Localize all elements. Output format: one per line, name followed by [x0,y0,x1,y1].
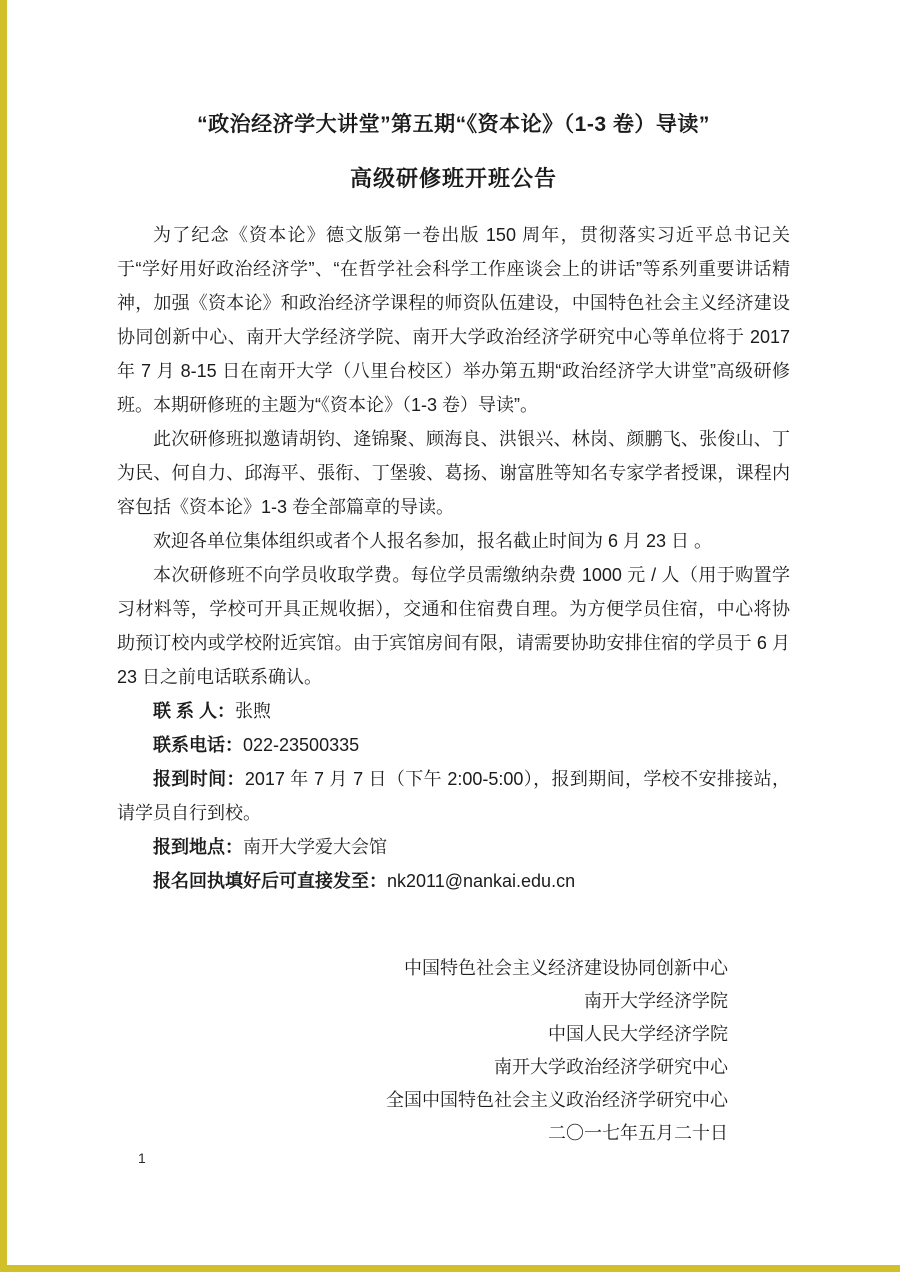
paragraph-fees: 本次研修班不向学员收取学费。每位学员需缴纳杂费 1000 元 / 人（用于购置学习材料等，学校可开具正规收据），交通和住宿费自理。为方便学员住宿，中心将协助预订校内或学校附近宾馆。由于宾馆房间有限，请需要协助安排住宿的学员于 6 月 23 日之前电话联系确认。 [117,565,790,687]
signature-org: 中国人民大学经济学院 [548,1024,728,1044]
contact-person-line [117,694,790,728]
document-content [117,110,790,1150]
signature-block [117,952,790,1150]
reply-email-line [117,864,790,898]
paragraph-registration: 欢迎各单位集体组织或者个人报名参加，报名截止时间为 6 月 23 日 。 [153,531,713,551]
checkin-time-value: 2017 年 7 月 7 日（下午 2:00-5:00），报到期间，学校不安排接站，请学员自行到校。 [117,769,790,823]
paragraph-speakers: 此次研修班拟邀请胡钧、逄锦聚、顾海良、洪银兴、林岗、颜鹏飞、张俊山、丁为民、何自力、邱海平、張衔、丁堡骏、葛扬、谢富胜等知名专家学者授课，课程内容包括《资本论》1-3 卷全部篇章的导读。 [117,429,790,517]
page-number: 1 [138,1150,146,1166]
contact-phone-line [117,728,790,762]
signature-org: 全国中国特色社会主义政治经济学研究中心 [386,1090,728,1110]
signature-org: 中国特色社会主义经济建设协同创新中心 [404,958,728,978]
checkin-place-line [117,830,790,864]
reply-email-label: 报名回执填好后可直接发至： [153,871,387,891]
reply-email-value: nk2011@nankai.edu.cn [387,871,576,891]
checkin-place-value: 南开大学爱大会馆 [243,837,387,857]
contact-person-label: 联 系 人： [153,701,236,721]
contact-phone-value: 022-23500335 [243,735,360,755]
signature-date: 二〇一七年五月二十日 [548,1123,728,1143]
signature-org: 南开大学经济学院 [584,991,728,1011]
checkin-time-label: 报到时间： [153,769,245,789]
contact-phone-label: 联系电话： [153,735,243,755]
checkin-place-label: 报到地点： [153,837,243,857]
paragraph-intro: 为了纪念《资本论》德文版第一卷出版 150 周年，贯彻落实习近平总书记关于“学好用好政治经济学”、“在哲学社会科学工作座谈会上的讲话”等系列重要讲话精神，加强《资本论》和政治经济学课程的师资队伍建设，中国特色社会主义经济建设协同创新中心、南开大学经济学院、南开大学政治经济学研究中心等单位将于 2017 年 7 月 8-15 日在南开大学（八里台校区）举办第五期“政治经济学大讲堂”高级研修班。本期研修班的主题为“《资本论》（1-3 卷）导读”。 [117,225,790,415]
document-title-line2: 高级研修班开班公告 [349,166,557,191]
document-title-line1: “政治经济学大讲堂”第五期“《资本论》（1-3 卷）导读” [197,113,710,136]
signature-org: 南开大学政治经济学研究中心 [494,1057,728,1077]
contact-person-value: 张煦 [235,701,272,721]
checkin-time-line [117,762,790,830]
document-body [117,218,790,898]
